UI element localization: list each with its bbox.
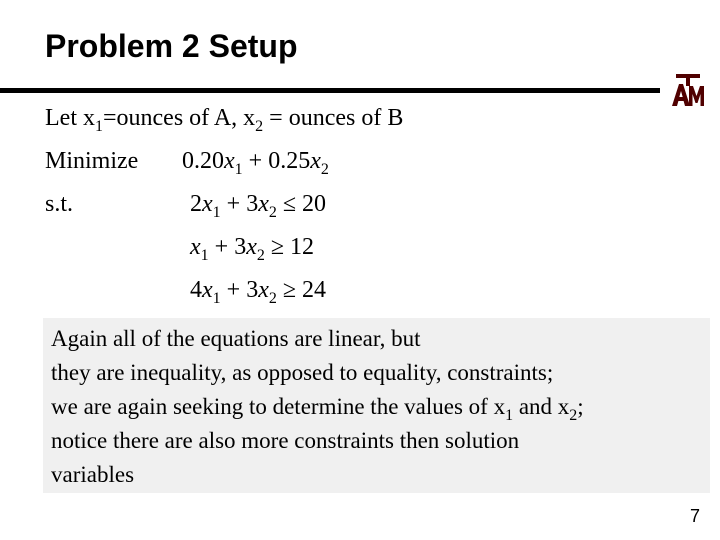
- slide-title: Problem 2 Setup: [45, 28, 298, 64]
- constraint-3: [190, 277, 327, 307]
- subject-to-label: s.t.: [45, 191, 74, 217]
- title-divider: [0, 88, 660, 93]
- constraint-2: [190, 234, 315, 264]
- coefficient: 3: [234, 234, 247, 260]
- variable: x: [224, 148, 235, 174]
- explanation-line: Again all of the equations are linear, but: [51, 326, 421, 351]
- subscript: 1: [212, 290, 221, 307]
- rhs: 12: [290, 234, 315, 260]
- relation: ≤: [276, 191, 303, 217]
- subscript: 2: [320, 161, 329, 178]
- variable: x: [246, 234, 257, 260]
- explanation-line: notice there are also more constraints then solution: [51, 428, 520, 453]
- variable: x: [310, 148, 321, 174]
- subscript: 1: [200, 247, 209, 264]
- explanation-fragment: ;: [577, 394, 584, 419]
- explanation-box: [43, 318, 710, 493]
- coefficient: 0.20: [182, 148, 224, 174]
- coefficient: 3: [246, 191, 259, 217]
- subscript: 1: [505, 407, 514, 424]
- definition-lead: Let x: [45, 105, 95, 131]
- explanation-line: [51, 390, 584, 424]
- subscript: 2: [256, 247, 265, 264]
- operator: +: [220, 191, 247, 217]
- variable: x: [202, 277, 213, 303]
- page-number: 7: [690, 506, 701, 526]
- variable: x: [202, 191, 213, 217]
- subscript: 1: [212, 204, 221, 221]
- operator: +: [208, 234, 235, 260]
- rhs: 20: [302, 191, 327, 217]
- definition-subscript: 2: [255, 118, 264, 135]
- operator: +: [220, 277, 247, 303]
- texas-am-logo-icon: [670, 72, 706, 108]
- subscript: 2: [569, 407, 578, 424]
- objective-function: [182, 148, 329, 178]
- objective-label: Minimize: [45, 148, 139, 174]
- variable: x: [190, 234, 201, 260]
- relation: ≥: [276, 277, 303, 303]
- relation: ≥: [264, 234, 291, 260]
- coefficient: 2: [190, 191, 202, 217]
- definition-mid: =ounces of A, x: [102, 105, 256, 131]
- constraint-1: [190, 191, 327, 221]
- explanation-fragment: and x: [513, 394, 570, 419]
- definition-subscript: 1: [94, 118, 103, 135]
- explanation-fragment: we are again seeking to determine the values of x: [51, 394, 506, 419]
- variable: x: [258, 277, 269, 303]
- explanation-line: they are inequality, as opposed to equality, constraints;: [51, 360, 554, 385]
- variable: x: [258, 191, 269, 217]
- operator: +: [242, 148, 269, 174]
- subscript: 1: [234, 161, 243, 178]
- coefficient: 3: [246, 277, 259, 303]
- variable-definition: [45, 105, 404, 135]
- coefficient: 4: [190, 277, 202, 303]
- coefficient: 0.25: [268, 148, 311, 174]
- subscript: 2: [268, 290, 277, 307]
- explanation-line: variables: [51, 462, 135, 487]
- definition-tail: = ounces of B: [263, 105, 404, 131]
- explanation-text: [51, 322, 584, 492]
- subscript: 2: [268, 204, 277, 221]
- rhs: 24: [302, 277, 327, 303]
